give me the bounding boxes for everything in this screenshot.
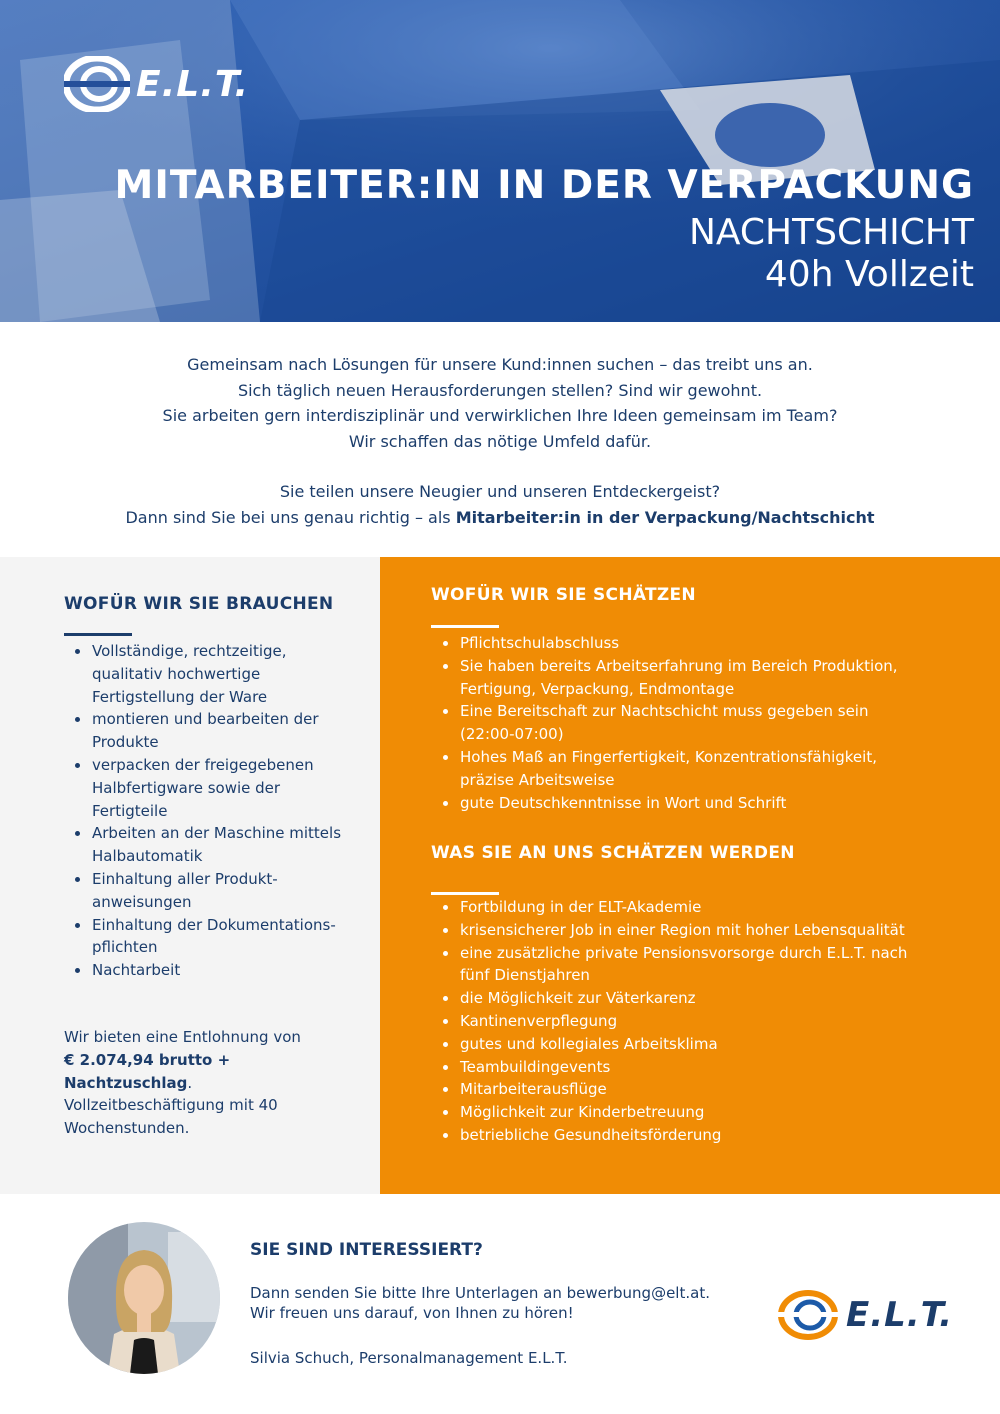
elt-logo-icon [778, 1290, 838, 1340]
salary-line [64, 1049, 354, 1095]
intro-line: Sich täglich neuen Herausforderungen stellen? Sind wir gewohnt. [237, 380, 763, 400]
requirements-underline [431, 625, 499, 628]
list-item: Einhaltung aller Produkt-anweisungen [64, 868, 354, 914]
job-shift: NACHTSCHICHT [689, 212, 974, 253]
contact-text [250, 1283, 710, 1323]
job-title: MITARBEITER:IN IN DER VERPACKUNG [114, 163, 974, 208]
requirements-list [432, 632, 902, 814]
list-item: Fortbildung in der ELT-Akademie [432, 896, 912, 919]
contact-line: Dann senden Sie bitte Ihre Unterlagen an bewerbung@elt.at. [250, 1284, 710, 1302]
tasks-list [64, 640, 354, 982]
list-item: Mitarbeiterausflüge [432, 1078, 912, 1101]
elt-logo-top [64, 56, 249, 112]
contact-signoff: Silvia Schuch, Personalmanagement E.L.T. [250, 1349, 568, 1367]
list-item: Arbeiten an der Maschine mittels Halbautomatik [64, 822, 354, 868]
intro-line: Wir schaffen das nötige Umfeld dafür. [348, 431, 652, 451]
list-item: Vollständige, rechtzeitige, qualitativ hochwertige Fertigstellung der Ware [64, 640, 354, 708]
list-item: Sie haben bereits Arbeitserfahrung im Bereich Produktion, Fertigung, Verpackung, Endmontage [432, 655, 902, 701]
list-item: Kantinenverpflegung [432, 1010, 912, 1033]
list-item: krisensicherer Job in einer Region mit hoher Lebensqualität [432, 919, 912, 942]
intro-line: Sie arbeiten gern interdisziplinär und verwirklichen Ihre Ideen gemeinsam im Team? [162, 406, 838, 425]
tasks-heading: WOFÜR WIR SIE BRAUCHEN [64, 594, 334, 614]
intro-text [0, 352, 1000, 530]
header-banner [0, 0, 1000, 322]
list-item: Nachtarbeit [64, 959, 354, 982]
intro-line [0, 505, 1000, 531]
list-item: Eine Bereitschaft zur Nachtschicht muss gegeben sein (22:00-07:00) [432, 700, 902, 746]
list-item: Möglichkeit zur Kinderbetreuung [432, 1101, 912, 1124]
tasks-underline [64, 633, 132, 636]
intro-line: Sie teilen unsere Neugier und unseren Entdeckergeist? [279, 482, 721, 501]
list-item: Einhaltung der Dokumentations-pflichten [64, 914, 354, 960]
list-item: Pflichtschulabschluss [432, 632, 902, 655]
working-hours: Vollzeitbeschäftigung mit 40 Wochenstunden. [64, 1096, 278, 1138]
benefits-list [432, 896, 912, 1147]
list-item: gutes und kollegiales Arbeitsklima [432, 1033, 912, 1056]
elt-logo-bottom [778, 1290, 953, 1340]
benefits-underline [431, 892, 499, 895]
person-portrait [68, 1222, 220, 1374]
list-item: die Möglichkeit zur Väterkarenz [432, 987, 912, 1010]
contact-photo [68, 1222, 220, 1374]
list-item: betriebliche Gesundheitsförderung [432, 1124, 912, 1147]
salary-amount: € 2.074,94 brutto + Nachtzuschlag [64, 1050, 231, 1092]
intro-line: Gemeinsam nach Lösungen für unsere Kund:innen suchen – das treibt uns an. [187, 355, 813, 374]
list-item: Teambuildingevents [432, 1056, 912, 1079]
list-item: gute Deutschkenntnisse in Wort und Schrift [432, 792, 902, 815]
salary-info [64, 1026, 354, 1140]
elt-logo-text: E.L.T. [846, 1295, 954, 1335]
salary-period: . [187, 1073, 193, 1092]
title-block [115, 160, 974, 296]
intro-prefix: Dann sind Sie bei uns genau richtig – als [125, 507, 456, 527]
list-item: Hohes Maß an Fingerfertigkeit, Konzentrationsfähigkeit, präzise Arbeitsweise [432, 746, 902, 792]
list-item: montieren und bearbeiten der Produkte [64, 708, 354, 754]
intro-job-name: Mitarbeiter:in in der Verpackung/Nachtschicht [455, 507, 875, 527]
elt-logo-text: E.L.T. [136, 63, 249, 105]
contact-heading: SIE SIND INTERESSIERT? [250, 1240, 483, 1260]
requirements-heading: WOFÜR WIR SIE SCHÄTZEN [431, 585, 696, 605]
list-item: eine zusätzliche private Pensionsvorsorge durch E.L.T. nach fünf Dienstjahren [432, 942, 912, 988]
contact-line: Wir freuen uns darauf, von Ihnen zu hören! [250, 1304, 574, 1322]
job-hours: 40h Vollzeit [764, 254, 974, 295]
elt-logo-icon [64, 56, 130, 112]
list-item: verpacken der freigegebenen Halbfertigware sowie der Fertigteile [64, 754, 354, 822]
salary-intro: Wir bieten eine Entlohnung von [64, 1028, 301, 1046]
benefits-heading: WAS SIE AN UNS SCHÄTZEN WERDEN [431, 843, 795, 863]
